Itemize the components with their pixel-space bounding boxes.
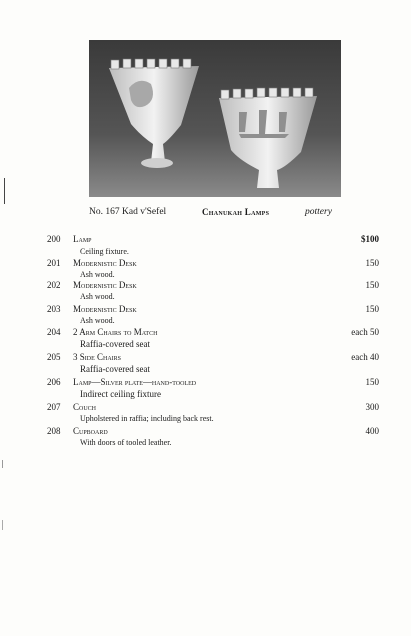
item-description: Raffia-covered seat [80,339,151,349]
item-price: 400 [365,426,379,436]
scan-edge-mark [2,520,3,530]
item-description: Raffia-covered seat [80,364,151,374]
item-name: Lamp [73,234,92,244]
item-description: Ash wood. [80,316,115,325]
photo-caption [0,207,411,221]
item-name: Modernistic Desk [73,258,137,268]
item-description: Upholstered in raffia; including back rest. [80,414,214,423]
item-name: Modernistic Desk [73,280,137,290]
item-number: 207 [47,402,61,412]
item-description: Ash wood. [80,292,115,301]
item-name: 3 Side Chairs [73,352,122,362]
item-price: 150 [365,377,379,387]
caption-material: pottery [305,207,332,217]
item-number: 206 [47,377,61,387]
item-price: 150 [365,280,379,290]
item-name: Couch [73,402,97,412]
photograph-chanukah-lamps [89,40,341,197]
item-number: 208 [47,426,61,436]
item-description: Ash wood. [80,270,115,279]
item-name: Modernistic Desk [73,304,137,314]
item-number: 205 [47,352,61,362]
scan-edge-mark [4,178,5,204]
caption-title: Chanukah Lamps [202,207,270,217]
item-number: 202 [47,280,61,290]
item-number: 200 [47,234,61,244]
item-name: 2 Arm Chairs to Match [73,327,158,337]
item-name: Cupboard [73,426,108,436]
item-number: 201 [47,258,61,268]
item-price: each 50 [351,327,379,337]
item-description: With doors of tooled leather. [80,438,172,447]
item-name: Lamp—Silver plate—hand-tooled [73,377,197,387]
item-description: Indirect ceiling fixture [80,389,161,399]
item-price: 150 [365,304,379,314]
item-number: 203 [47,304,61,314]
item-price: each 40 [351,352,379,362]
caption-number: No. 167 Kad v'Sefel [89,207,167,217]
item-price: $100 [361,234,379,244]
item-description: Ceiling fixture. [80,247,129,256]
item-number: 204 [47,327,61,337]
item-price: 150 [365,258,379,268]
scan-edge-mark [2,460,3,468]
item-price: 300 [365,402,379,412]
